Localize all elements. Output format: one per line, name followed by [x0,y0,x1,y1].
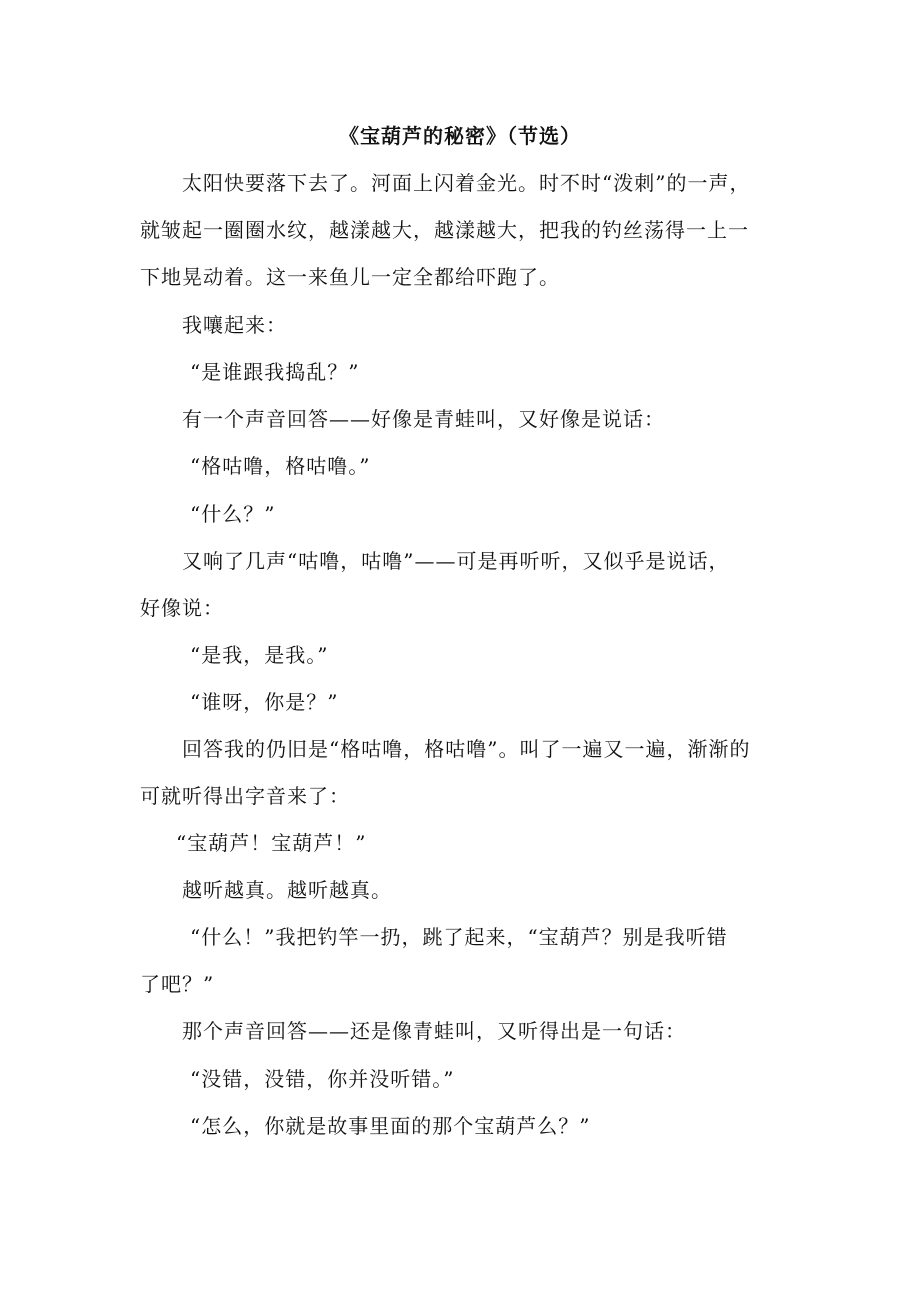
paragraph-line: “是谁跟我捣乱？” [190,360,360,384]
document-title: 《宝葫芦的秘密》（节选） [339,124,581,148]
paragraph-line: 回答我的仍旧是“格咕噜，格咕噜”。叫了一遍又一遍，渐渐的 [182,737,751,761]
paragraph-line: “没错，没错，你并没听错。” [190,1067,455,1091]
paragraph-2 [140,302,780,349]
paragraph-14 [140,1008,780,1055]
paragraph-13 [140,914,780,1008]
paragraph-16 [140,1103,780,1150]
paragraph-line: 下地晃动着。这一来鱼儿一定全都给吓跑了。 [140,265,560,289]
paragraph-5 [140,443,780,490]
paragraph-9 [140,679,780,726]
paragraph-line: 可就听得出字音来了： [140,784,350,808]
paragraph-10 [140,726,780,820]
paragraph-11 [140,820,780,867]
paragraph-line: “格咕噜，格咕噜。” [190,454,371,478]
paragraph-15 [140,1056,780,1103]
paragraph-line: “宝葫芦！宝葫芦！” [176,831,367,855]
paragraph-line: 有一个声音回答——好像是青蛙叫，又好像是说话： [182,407,665,431]
paragraph-line: 就皱起一圈圈水纹，越漾越大，越漾越大，把我的钓丝荡得一上一 [140,218,749,242]
paragraph-8 [140,632,780,679]
paragraph-line: 那个声音回答——还是像青蛙叫，又听得出是一句话： [182,1019,686,1043]
paragraph-12 [140,867,780,914]
paragraph-line: “什么！”我把钓竿一扔，跳了起来，“宝葫芦？别是我听错 [190,925,728,949]
paragraph-line: 好像说： [140,596,224,620]
paragraph-6 [140,491,780,538]
paragraph-4 [140,396,780,443]
paragraph-3 [140,349,780,396]
paragraph-line: 太阳快要落下去了。河面上闪着金光。时不时“泼刺”的一声， [182,171,751,195]
paragraph-line: “是我，是我。” [190,643,329,667]
paragraph-line: 我嚷起来： [182,313,287,337]
paragraph-line: “谁呀，你是？” [190,690,339,714]
paragraph-1 [140,160,780,301]
paragraph-line: 越听越真。越听越真。 [182,878,392,902]
paragraph-7 [140,538,780,632]
paragraph-line: 了吧？” [140,972,215,996]
paragraph-line: “什么？” [190,502,276,526]
paragraph-line: 又响了几声“咕噜，咕噜”——可是再听听，又似乎是说话， [182,549,730,573]
paragraph-line: “怎么，你就是故事里面的那个宝葫芦么？” [190,1114,591,1138]
